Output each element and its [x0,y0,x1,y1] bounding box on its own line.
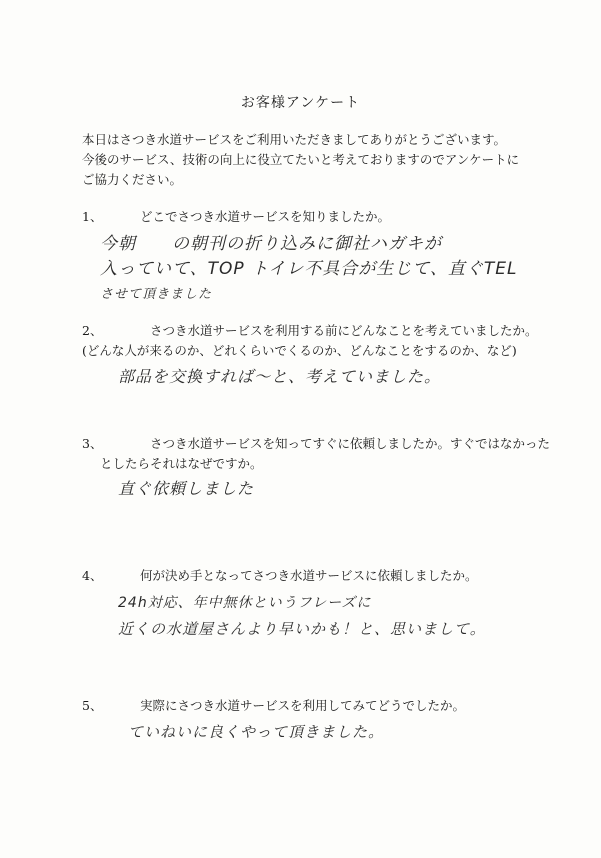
question-5 [82,696,552,716]
answer-4 [118,590,486,642]
intro-line: 今後のサービス、技術の向上に役立てたいと考えておりますのでアンケートに [82,152,520,167]
answer-1 [100,232,518,307]
intro-line: 本日はさつき水道サービスをご利用いただきましてありがとうございます。 [82,132,507,147]
question-text: さつき水道サービスを利用する前にどんなことを考えていましたか。 [149,323,538,338]
question-1 [82,207,552,227]
question-number: 3、 [82,436,103,451]
answer-line: 直ぐ依頼しました [118,479,255,498]
answer-line: 近くの水道屋さんより早いかも！と、思いまして。 [118,620,486,638]
answer-5 [128,721,384,743]
question-number: 5、 [82,698,103,713]
answer-line: 今朝 の朝刊の折り込みに御社ハガキが [100,234,442,254]
intro-text [82,130,542,190]
answer-2 [118,366,441,388]
question-number: 1、 [82,209,103,224]
answer-line: ていねいに良くやって頂きました。 [128,723,385,741]
answer-line: させて頂きました [100,287,213,302]
survey-title: お客様アンケート [240,95,361,111]
question-text: 何が決め手となってさつき水道サービスに依頼しましたか。 [139,568,478,583]
answer-line: 24h対応、年中無休というフレーズに [118,595,372,611]
question-text: どこでさつき水道サービスを知りましたか。 [139,209,390,224]
intro-line: ご協力ください。 [82,172,183,187]
answer-line: 入っていて、TOP トイレ不具合が生じて、直ぐTEL [100,259,518,279]
question-4 [82,566,552,586]
question-number: 2、 [82,323,103,338]
question-number: 4、 [82,568,103,583]
question-text: 実際にさつき水道サービスを利用してみてどうでしたか。 [139,698,465,713]
answer-3 [118,478,254,500]
question-continuation: としたらそれはなぜですか。 [100,456,263,471]
answer-line: 部品を交換すれば〜と、考えていました。 [118,367,442,386]
question-subtext: (どんな人が来るのか、どれくらいでくるのか、どんなことをするのか、など) [82,343,517,358]
question-3 [82,434,552,474]
question-text: さつき水道サービスを知ってすぐに依頼しましたか。すぐではなかった [149,436,550,451]
question-2 [82,321,552,361]
